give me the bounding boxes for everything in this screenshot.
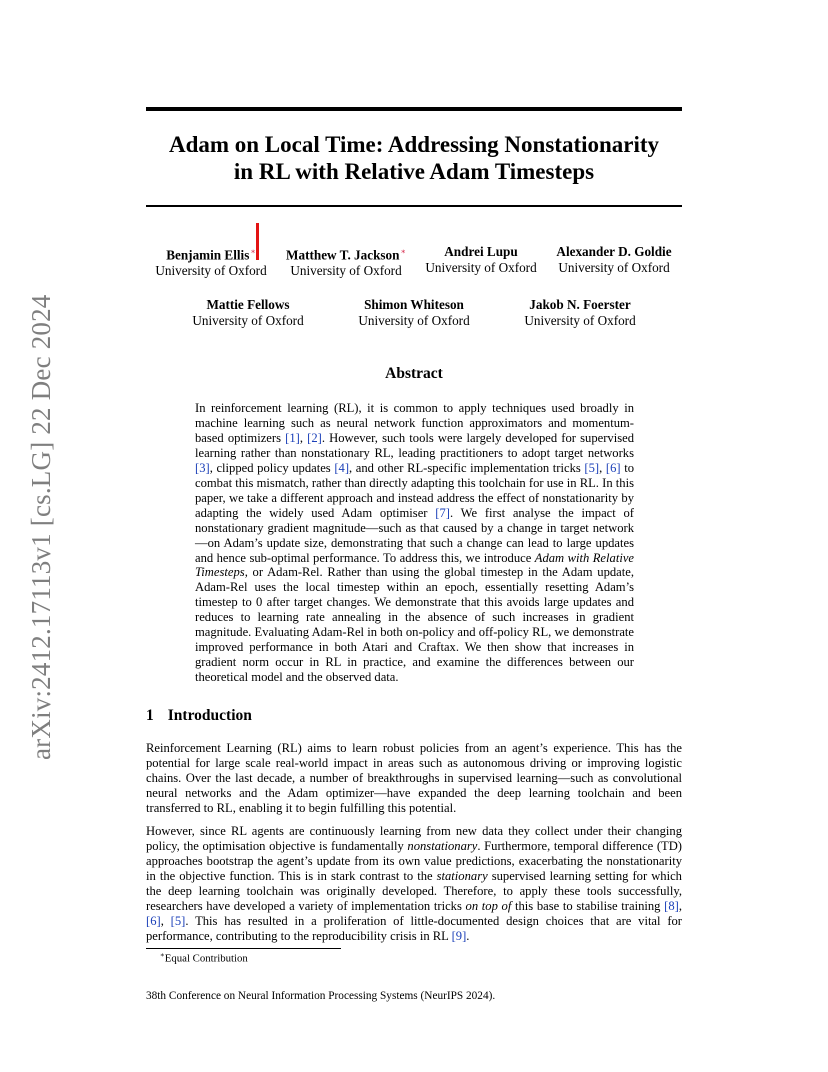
intro-paragraph-2: However, since RL agents are continuously learning from new data they collect under their changing policy, the optimisation objective is fundamentally nonstationary. Furthermore, temporal difference (TD) approaches bootstrap the agent’s update from its own value predictions, exacerbating the nonstationarity in the objective function. This is in stark contrast to the stationary supervised learning setting for which the deep learning toolchain was originally developed. Therefore, to apply these tools successfully, researchers have developed a variety of implementation tricks on top of this base to stabilise training [ 8 ] , [ 6 ] , [ 5 ] . This has resulted in a proliferation of little-documented design choices that are vital for performance, contributing to the reproducibility crisis in RL [ 9 ] . <box>146 824 682 944</box>
arxiv-identifier: arXiv:2412.17113v1 [cs.LG] 22 Dec 2024 <box>26 294 56 760</box>
author-affiliation: University of Oxford <box>524 313 636 328</box>
author-affiliation: University of Oxford <box>290 263 402 279</box>
author-block <box>280 244 412 279</box>
citation-link[interactable]: [ 5 ] <box>171 914 186 928</box>
citation-link[interactable]: [ 7 ] <box>435 506 450 520</box>
footnote-rule <box>146 948 341 949</box>
citation-link[interactable]: [ 1 ] <box>285 431 300 445</box>
author-block <box>414 244 548 276</box>
author-name: Andrei Lupu <box>444 244 518 259</box>
author-name: Matthew T. Jackson <box>286 247 400 263</box>
author-affiliation: University of Oxford <box>358 313 470 328</box>
author-block <box>514 297 646 329</box>
footnote-text: Equal Contribution <box>164 952 248 965</box>
author-name: Mattie Fellows <box>206 297 290 312</box>
text-cursor <box>256 223 259 260</box>
citation-link[interactable]: [ 6 ] <box>146 914 161 928</box>
author-name: Shimon Whiteson <box>364 297 464 312</box>
paper-title <box>146 131 682 185</box>
paper-title-line-1: Adam on Local Time: Addressing Nonstationarity <box>168 132 660 157</box>
footnote <box>160 951 248 965</box>
section-heading-introduction <box>146 707 252 725</box>
paper-title-line-2: in RL with Relative Adam Timesteps <box>233 159 595 184</box>
citation-link[interactable]: [ 2 ] <box>307 431 322 445</box>
intro-paragraph-1: Reinforcement Learning (RL) aims to learn robust policies from an agent’s experience. This has the potential for large scale real-world impact in areas such as autonomous driving or improving logistic chains. Over the last decade, a number of breakthroughs in supervised learning—such as convolutional neural networks and the Adam optimizer—have expanded the deep learning toolchain and been transferred to RL, enabling it to begin fulfilling this potential. <box>146 741 682 815</box>
citation-link[interactable]: [ 5 ] <box>584 461 599 475</box>
title-top-rule <box>146 107 682 111</box>
citation-link[interactable]: [ 9 ] <box>452 929 467 943</box>
author-affiliation: University of Oxford <box>192 313 304 328</box>
abstract-heading: Abstract <box>385 365 443 382</box>
author-block <box>548 244 680 276</box>
abstract-body: In reinforcement learning (RL), it is common to apply techniques used broadly in machine learning such as neural network function approximators and momentum-based optimizers [ 1 ] , [ 2 ] . However, such tools were largely developed for supervised learning rather than nonstationary RL, leading practitioners to adopt target networks [ 3 ] , clipped policy updates [ 4 ] , and other RL-specific implementation tricks [ 5 ] , [ 6 ] to combat this mismatch, rather than directly adapting this toolchain for use in RL. In this paper, we take a different approach and instead address the effect of nonstationarity by adapting the widely used Adam optimiser [ 7 ] . We first analyse the impact of nonstationary gradient magnitude—such as that caused by a change in target network—on Adam’s update size, demonstrating that such a change can lead to large updates and hence sub-optimal performance. To address this, we introduce Adam with Relative Timesteps, or Adam-Rel. Rather than using the global timestep in the Adam update, Adam-Rel uses the local timestep within an epoch, essentially resetting Adam’s timestep to 0 after target changes. We demonstrate that this avoids large updates and reduces to learning rate annealing in the absence of such increases in gradient magnitude. Evaluating Adam-Rel in both on-policy and off-policy RL, we demonstrate improved performance in both Atari and Craftax. We then show that increases in gradient norm occur in RL in practice, and examine the differences between our theoretical model and the observed data. <box>195 401 634 685</box>
author-block <box>348 297 480 329</box>
author-block <box>182 297 314 329</box>
author-name: Alexander D. Goldie <box>556 244 672 259</box>
title-bottom-rule <box>146 205 682 207</box>
author-affiliation: University of Oxford <box>155 263 267 279</box>
section-title: Introduction <box>167 707 252 724</box>
author-affiliation: University of Oxford <box>558 260 670 275</box>
citation-link[interactable]: [ 8 ] <box>664 899 679 913</box>
footnote-mark: ∗ <box>160 951 165 959</box>
section-number: 1 <box>146 707 154 724</box>
conference-notice: 38th Conference on Neural Information Processing Systems (NeurIPS 2024). <box>146 990 496 1002</box>
author-name: Jakob N. Foerster <box>529 297 631 312</box>
equal-contribution-mark: ∗ <box>250 247 256 256</box>
citation-link[interactable]: [ 4 ] <box>334 461 349 475</box>
equal-contribution-mark: ∗ <box>400 247 406 256</box>
method-name-emphasis: Adam with Relative Timesteps <box>195 550 634 580</box>
author-name: Benjamin Ellis <box>166 247 250 263</box>
citation-link[interactable]: [ 3 ] <box>195 461 210 475</box>
author-affiliation: University of Oxford <box>425 260 537 275</box>
citation-link[interactable]: [ 6 ] <box>606 461 621 475</box>
